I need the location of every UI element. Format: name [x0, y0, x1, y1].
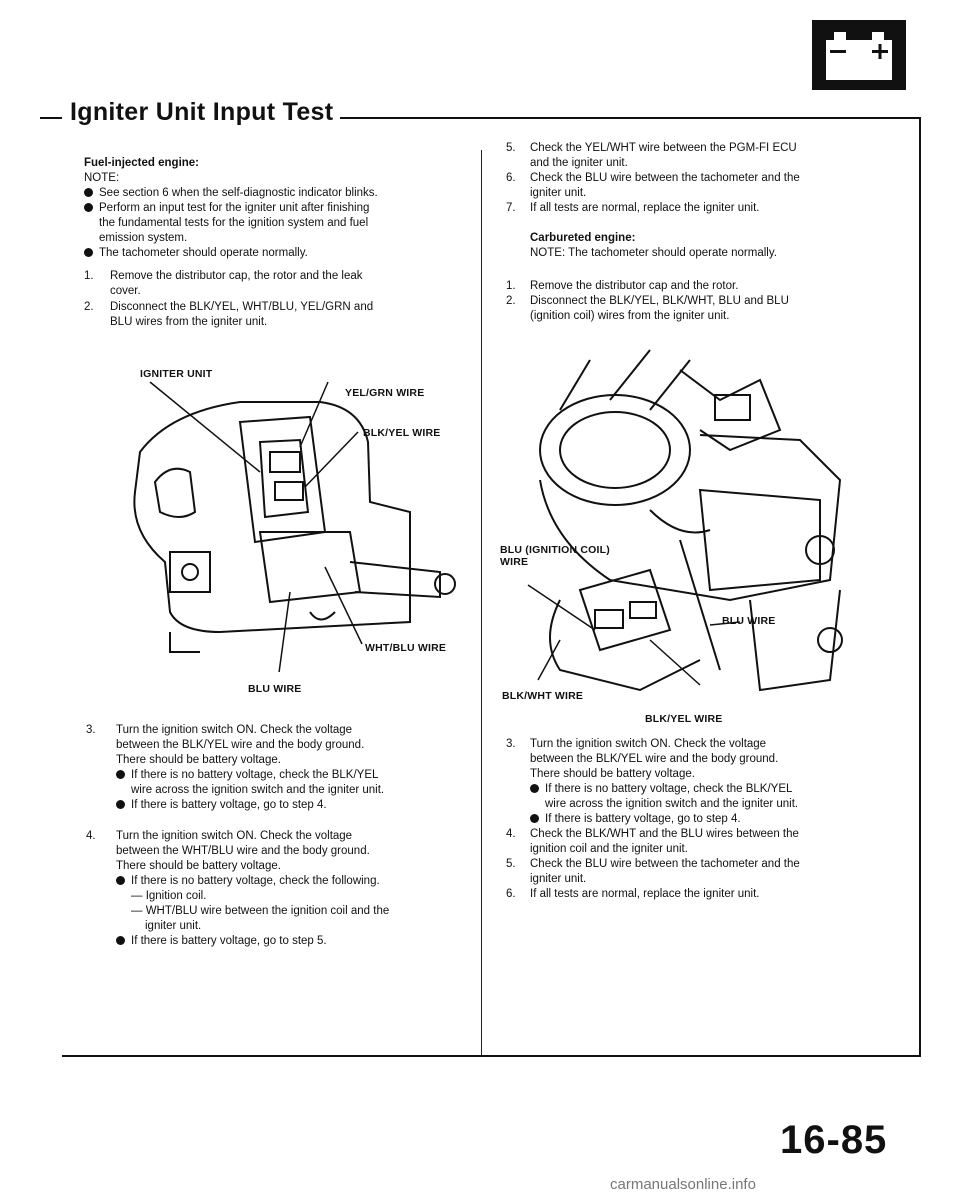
note-item: See section 6 when the self-diagnostic indicator blinks.: [84, 186, 378, 201]
step-text: There should be battery voltage.: [530, 768, 695, 780]
label-yel-grn-wire: YEL/GRN WIRE: [345, 387, 425, 399]
step-text: between the BLK/YEL wire and the body ground.: [116, 739, 365, 751]
dash-item: — Ignition coil.: [131, 890, 207, 902]
step-text: igniter unit.: [530, 187, 587, 199]
page-title: Igniter Unit Input Test: [70, 98, 334, 126]
step-text: Turn the ignition switch ON. Check the voltage: [530, 738, 767, 750]
label-igniter-unit: IGNITER UNIT: [140, 368, 213, 380]
step-number: 2.: [506, 295, 516, 307]
step-number: 6.: [506, 888, 516, 900]
bullet-item: If there is no battery voltage, check the BLK/YEL: [116, 768, 378, 783]
label-blu-ignition-coil-wire-2: WIRE: [500, 556, 529, 568]
bullet-dot: [84, 188, 93, 197]
step-number: 3.: [506, 738, 516, 750]
bullet-item: If there is no battery voltage, check the BLK/YEL: [530, 782, 792, 797]
page-number: 16-85: [780, 1118, 888, 1162]
bullet-dot: [116, 936, 125, 945]
step-text: Remove the distributor cap, the rotor and the leak: [110, 270, 363, 282]
bullet-item: If there is no battery voltage, check the following.: [116, 874, 380, 889]
step-text: Remove the distributor cap and the rotor.: [530, 280, 739, 292]
step-number: 1.: [84, 270, 94, 282]
frame-bottom-rule: [62, 1055, 921, 1057]
dash-item: — WHT/BLU wire between the ignition coil and the: [131, 905, 390, 917]
label-blk-yel-wire: BLK/YEL WIRE: [645, 713, 723, 725]
note-item-cont: the fundamental tests for the ignition system and fuel: [99, 217, 369, 229]
step-text: There should be battery voltage.: [116, 860, 281, 872]
bullet-item: If there is battery voltage, go to step 4.: [116, 798, 327, 813]
step-text: between the WHT/BLU wire and the body ground.: [116, 845, 370, 857]
step-number: 4.: [506, 828, 516, 840]
step-text: Turn the ignition switch ON. Check the voltage: [116, 830, 353, 842]
watermark: carmanualsonline.info: [610, 1176, 756, 1193]
bullet-dot: [116, 770, 125, 779]
bullet-dot: [84, 248, 93, 257]
step-text: Turn the ignition switch ON. Check the voltage: [116, 724, 353, 736]
step-text: between the BLK/YEL wire and the body ground.: [530, 753, 779, 765]
step-number: 5.: [506, 858, 516, 870]
title-rule-left: [40, 117, 62, 119]
label-blu-wire: BLU WIRE: [722, 615, 776, 627]
fuel-injected-heading: Fuel-injected engine:: [84, 157, 200, 169]
step-text: ignition coil and the igniter unit.: [530, 843, 688, 855]
column-divider: [481, 150, 482, 1055]
step-text: If all tests are normal, replace the igniter unit.: [530, 202, 760, 214]
bullet-dot: [116, 800, 125, 809]
label-blu-wire: BLU WIRE: [248, 683, 302, 695]
step-text: and the igniter unit.: [530, 157, 628, 169]
step-number: 4.: [86, 830, 96, 842]
bullet-dot: [530, 814, 539, 823]
step-text: Check the BLK/WHT and the BLU wires between the: [530, 828, 799, 840]
bullet-item: If there is battery voltage, go to step 5.: [116, 934, 327, 949]
note-item: The tachometer should operate normally.: [84, 246, 308, 261]
step-text: Check the BLU wire between the tachometer and the: [530, 172, 800, 184]
carbureted-note: NOTE: The tachometer should operate normally.: [530, 247, 777, 259]
step-text: BLU wires from the igniter unit.: [110, 316, 268, 328]
step-text: There should be battery voltage.: [116, 754, 281, 766]
note-label: NOTE:: [84, 172, 120, 184]
step-text: igniter unit.: [530, 873, 587, 885]
step-number: 2.: [84, 301, 94, 313]
step-text: cover.: [110, 285, 141, 297]
step-text: (ignition coil) wires from the igniter unit.: [530, 310, 730, 322]
title-rule-right: [340, 117, 920, 119]
step-text: Check the YEL/WHT wire between the PGM-FI ECU: [530, 142, 797, 154]
step-number: 1.: [506, 280, 516, 292]
step-number: 5.: [506, 142, 516, 154]
note-item-cont: emission system.: [99, 232, 188, 244]
bullet-dot: [530, 784, 539, 793]
step-number: 3.: [86, 724, 96, 736]
bullet-item-cont: wire across the ignition switch and the igniter unit.: [131, 784, 385, 796]
step-text: Disconnect the BLK/YEL, BLK/WHT, BLU and BLU: [530, 295, 789, 307]
bullet-dot: [84, 203, 93, 212]
step-text: If all tests are normal, replace the igniter unit.: [530, 888, 760, 900]
label-blk-wht-wire: BLK/WHT WIRE: [502, 690, 584, 702]
step-text: Disconnect the BLK/YEL, WHT/BLU, YEL/GRN and: [110, 301, 374, 313]
carbureted-heading: Carbureted engine:: [530, 232, 636, 244]
frame-right-rule: [919, 117, 921, 1055]
bullet-dot: [116, 876, 125, 885]
bullet-item: If there is battery voltage, go to step 4.: [530, 812, 741, 827]
bullet-item-cont: wire across the ignition switch and the igniter unit.: [545, 798, 799, 810]
label-blu-ignition-coil-wire: BLU (IGNITION COIL): [500, 544, 610, 556]
label-wht-blu-wire: WHT/BLU WIRE: [365, 642, 447, 654]
step-number: 7.: [506, 202, 516, 214]
dash-item-cont: igniter unit.: [145, 920, 202, 932]
step-text: Check the BLU wire between the tachometer and the: [530, 858, 800, 870]
battery-icon: [812, 20, 906, 90]
note-item: Perform an input test for the igniter unit after finishing: [84, 201, 369, 216]
step-number: 6.: [506, 172, 516, 184]
carbureted-igniter-figure: [500, 340, 870, 710]
igniter-unit-figure: [110, 362, 470, 672]
label-blk-yel-wire: BLK/YEL WIRE: [363, 427, 441, 439]
